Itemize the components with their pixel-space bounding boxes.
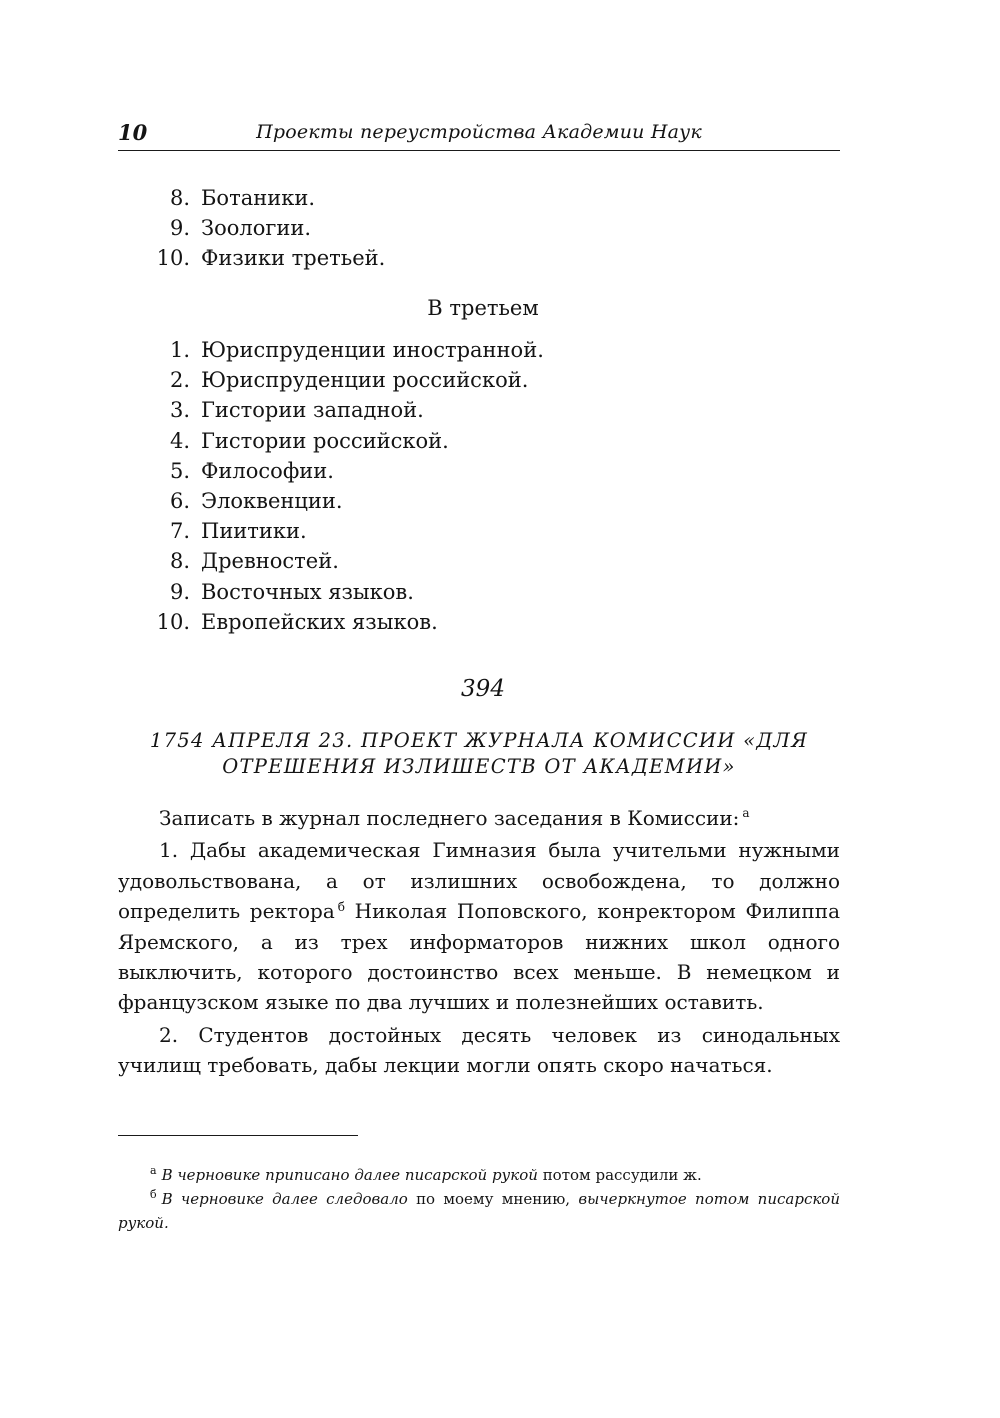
document-body bbox=[118, 803, 840, 1081]
third-class-subject-list bbox=[150, 335, 544, 637]
list-item: 5. Философии. bbox=[169, 458, 334, 483]
paragraph-1: 1. Дабы академическая Гимназия была учительми нужными удовольствована, а от излишних освобождена, то должно определить ректора $^б$ Николая Поповского, конректором Филиппа Яремского, а из трех информаторов нижних школ одного выключить, которого достоинство всех меньше. В немецком и французском языке по два лучших и полезнейших оставить. bbox=[118, 838, 840, 1015]
footnotes bbox=[118, 1163, 840, 1235]
footnote-ref-a: а bbox=[742, 806, 750, 821]
document-title: 1754 АПРЕЛЯ 23. ПРОЕКТ ЖУРНАЛА КОМИССИИ «ДЛЯ ОТРЕШЕНИЯ ИЗЛИШЕСТВ ОТ АКАДЕМИИ» bbox=[149, 729, 809, 778]
footnote-divider bbox=[118, 1135, 358, 1136]
list-item: 7. Пиитики. bbox=[169, 519, 307, 544]
list-item: 3. Гистории западной. bbox=[169, 398, 424, 423]
document-number: 394 bbox=[461, 676, 505, 702]
section-subheading: В третьем bbox=[427, 296, 539, 320]
list-item: 10. Европейских языков. bbox=[156, 609, 438, 634]
intro-paragraph: Записать в журнал последнего заседания в Комиссии: $^а$ bbox=[159, 806, 750, 830]
running-title: Проекты переустройства Академии Наук bbox=[256, 121, 702, 143]
footnote-ref-b: б bbox=[337, 899, 346, 914]
footnote: $^а$ В черновике приписано далее писарской рукой потом рассудили ж. bbox=[150, 1164, 702, 1184]
list-item: 10. Физики третьей. bbox=[156, 246, 386, 271]
list-item: 4. Гистории российской. bbox=[169, 428, 449, 453]
list-item: 9. Восточных языков. bbox=[169, 579, 414, 604]
continued-subject-list bbox=[150, 183, 385, 274]
list-item: 1. Юриспруденции иностранной. bbox=[169, 338, 544, 362]
running-header bbox=[118, 120, 840, 151]
footnote: $^б$ В черновике далее следовало по моему мнению, вычеркнутое потом писарской рукой. bbox=[118, 1188, 841, 1232]
paragraph-2: 2. Студентов достойных десять человек из синодальных училищ требовать, дабы лекции могли опять скоро начаться. bbox=[118, 1022, 840, 1078]
list-item: 2. Юриспруденции российской. bbox=[169, 368, 529, 393]
list-item: 6. Элоквенции. bbox=[169, 488, 343, 513]
list-item: 8. Древностей. bbox=[169, 549, 339, 574]
list-item: 8. Ботаники. bbox=[169, 186, 316, 210]
page-number: 10 bbox=[118, 120, 148, 145]
list-item: 9. Зоологии. bbox=[169, 216, 312, 241]
